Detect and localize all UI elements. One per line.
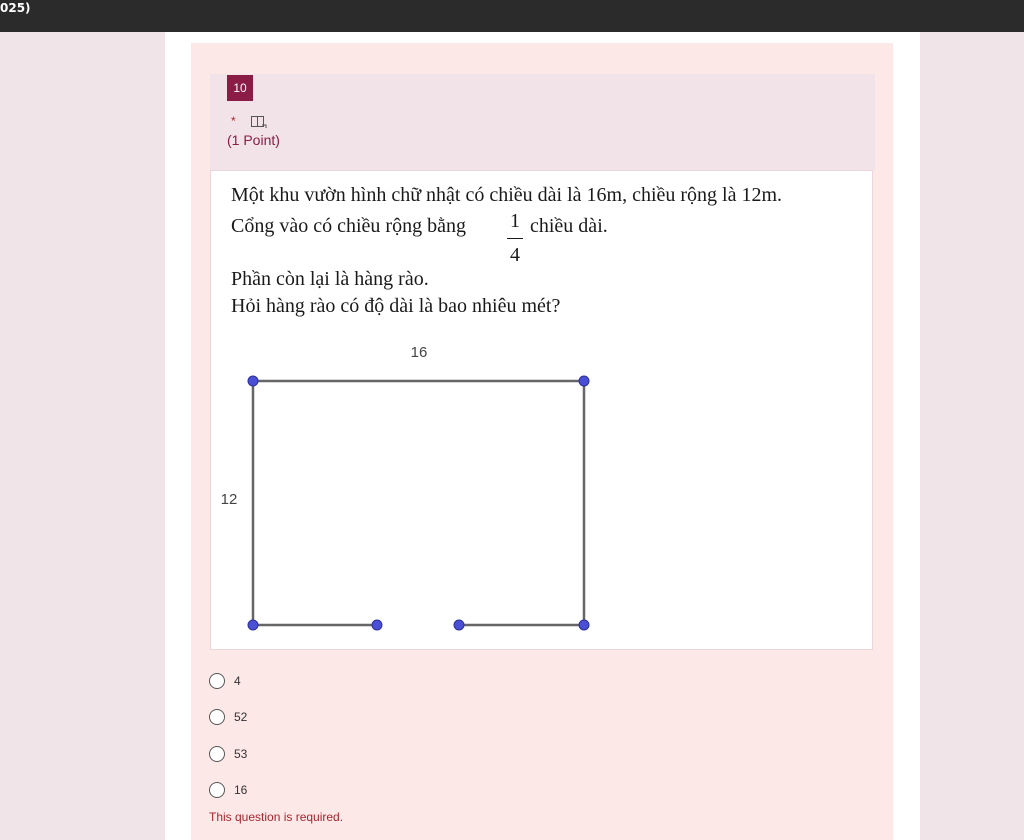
diagram-side-label: 12	[220, 491, 238, 508]
radio-button[interactable]	[209, 746, 225, 762]
diagram-point-bottom-left	[248, 620, 258, 630]
required-marker: *	[231, 114, 236, 128]
diagram-point-top-right	[579, 376, 589, 386]
radio-button[interactable]	[209, 709, 225, 725]
option-label: 16	[234, 783, 248, 797]
radio-button[interactable]	[209, 673, 225, 689]
question-text-line-2-start: Cổng vào có chiều rộng bằng	[231, 215, 466, 237]
option-label: 52	[234, 710, 248, 724]
radio-button[interactable]	[209, 782, 225, 798]
immersive-reader-icon[interactable]	[250, 114, 268, 130]
diagram-point-bottom-right	[579, 620, 589, 630]
fraction-bar	[507, 238, 523, 239]
answer-option[interactable]	[209, 671, 241, 691]
diagram-top-label: 16	[410, 344, 428, 361]
required-error-message: This question is required.	[209, 810, 344, 824]
diagram-point-top-left	[248, 376, 258, 386]
question-text-line-1: Một khu vườn hình chữ nhật có chiều dài là 16m, chiều rộng là 12m.	[231, 184, 783, 206]
question-text-line-2-end: chiều dài.	[530, 215, 608, 237]
question-text-line-4: Hỏi hàng rào có độ dài là bao nhiêu mét?	[231, 295, 561, 317]
diagram-point-gate-right	[454, 620, 464, 630]
window-title: 025)	[0, 1, 31, 15]
diagram-point-gate-left	[372, 620, 382, 630]
question-header	[210, 74, 875, 170]
question-points: (1 Point)	[227, 132, 280, 148]
question-text-line-3: Phần còn lại là hàng rào.	[231, 268, 429, 290]
answer-option[interactable]	[209, 744, 247, 764]
window-title-bar	[0, 0, 1024, 32]
fraction-numerator: 1	[510, 210, 520, 232]
answer-option[interactable]	[209, 707, 247, 727]
question-number-badge: 10	[227, 75, 253, 101]
fraction-denominator: 4	[510, 244, 520, 266]
option-label: 53	[234, 747, 248, 761]
option-label: 4	[234, 674, 241, 688]
answer-option[interactable]	[209, 780, 247, 800]
garden-diagram	[210, 330, 610, 640]
